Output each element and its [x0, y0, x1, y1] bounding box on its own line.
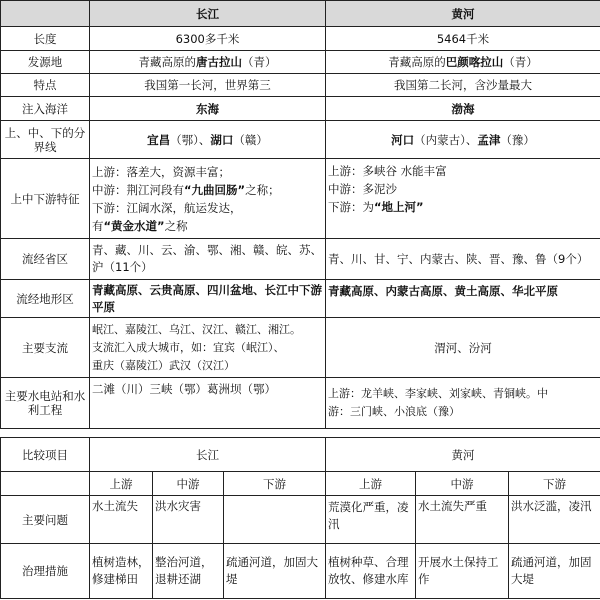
header-yellow-river: 黄河 [326, 1, 600, 27]
table-row [1, 318, 600, 378]
yangtze-features: 我国第一长河，世界第三 [90, 74, 326, 97]
yellow-river-tributaries: 渭河、汾河 [326, 318, 600, 378]
measure-cell: 整治河道，退耕还湖 [153, 544, 224, 599]
table-row [1, 51, 600, 74]
section-lower: 下游 [509, 472, 600, 496]
yellow-river-features: 我国第二长河，含沙量最大 [326, 74, 600, 97]
row-label-measures: 治理措施 [1, 544, 90, 599]
measure-cell: 植树种草、合理放牧、修建水库 [326, 544, 416, 599]
compare-section-blank [1, 472, 90, 496]
section-upper: 上游 [326, 472, 416, 496]
yangtze-tributaries: 岷江、嘉陵江、乌江、汉江、赣江、湘江。 支流汇入成大城市，如：宜宾（岷江）、 重庆（嘉陵江）武汉（汉江） [90, 318, 326, 378]
table-row [1, 496, 600, 544]
governance-comparison-table [0, 437, 600, 599]
table-row [1, 159, 600, 239]
problem-cell: 洪水泛滥，凌汛 [509, 496, 600, 544]
section-lower: 下游 [224, 472, 326, 496]
row-label-source: 发源地 [1, 51, 90, 74]
section-upper: 上游 [90, 472, 153, 496]
row-label-features: 特点 [1, 74, 90, 97]
compare-header-yellow-river: 黄河 [326, 438, 600, 472]
row-label-problems: 主要问题 [1, 496, 90, 544]
table-row [1, 74, 600, 97]
row-label-provinces: 流经省区 [1, 239, 90, 280]
measure-cell: 植树造林，修建梯田 [90, 544, 153, 599]
yangtze-provinces: 青、藏、川、云、渝、鄂、湘、赣、皖、苏、沪（11个） [90, 239, 326, 280]
compare-section-row [1, 472, 600, 496]
yellow-river-provinces: 青、川、甘、宁、内蒙古、陕、晋、豫、鲁（9个） [326, 239, 600, 280]
yangtze-length: 6300多千米 [90, 27, 326, 51]
yellow-river-length: 5464千米 [326, 27, 600, 51]
measure-cell: 疏通河道，加固大堤 [224, 544, 326, 599]
section-middle: 中游 [416, 472, 509, 496]
yellow-river-source: 青藏高原的巴颜喀拉山（青） [326, 51, 600, 74]
yangtze-landforms: 青藏高原、云贵高原、四川盆地、长江中下游平原 [90, 280, 326, 318]
measure-cell: 开展水土保持工作 [416, 544, 509, 599]
problem-cell [224, 496, 326, 544]
table-row [1, 239, 600, 280]
header-corner [1, 1, 90, 27]
table-row [1, 27, 600, 51]
table-row [1, 544, 600, 599]
yangtze-reach-features: 上游：落差大，资源丰富； 中游：荆江河段有“九曲回肠”之称； 下游：江阔水深，航运发达， 有“黄金水道”之称 [90, 159, 326, 239]
yangtze-ocean: 东海 [90, 97, 326, 121]
row-label-reach-features: 上中下游特征 [1, 159, 90, 239]
compare-item-label: 比较项目 [1, 438, 90, 472]
problem-cell: 水土流失 [90, 496, 153, 544]
problem-cell: 荒漠化严重，凌汛 [326, 496, 416, 544]
header-yangtze: 长江 [90, 1, 326, 27]
yellow-river-boundaries: 河口（内蒙古）、孟津（豫） [326, 121, 600, 159]
table-header-row [1, 1, 600, 27]
table-row [1, 378, 600, 429]
compare-header-yangtze: 长江 [90, 438, 326, 472]
yellow-river-reach-features: 上游：多峡谷 水能丰富 中游：多泥沙 下游：为“地上河” [326, 159, 600, 239]
table-row [1, 280, 600, 318]
problem-cell: 洪水灾害 [153, 496, 224, 544]
section-middle: 中游 [153, 472, 224, 496]
row-label-tributaries: 主要支流 [1, 318, 90, 378]
yellow-river-landforms: 青藏高原、内蒙古高原、黄土高原、华北平原 [326, 280, 600, 318]
row-label-ocean: 注入海洋 [1, 97, 90, 121]
row-label-hydropower: 主要水电站和水利工程 [1, 378, 90, 429]
problem-cell: 水土流失严重 [416, 496, 509, 544]
measure-cell: 疏通河道，加固大堤 [509, 544, 600, 599]
yangtze-boundaries: 宜昌（鄂）、湖口（赣） [90, 121, 326, 159]
yellow-river-ocean: 渤海 [326, 97, 600, 121]
table-row [1, 121, 600, 159]
row-label-landforms: 流经地形区 [1, 280, 90, 318]
row-label-boundaries: 上、中、下的分界线 [1, 121, 90, 159]
yellow-river-hydropower: 上游：龙羊峡、李家峡、刘家峡、青铜峡。中 游：三门峡、小浪底（豫） [326, 378, 600, 429]
compare-header-row [1, 438, 600, 472]
yangtze-hydropower: 二滩（川）三峡（鄂）葛洲坝（鄂） [90, 378, 326, 429]
yangtze-source: 青藏高原的唐古拉山（青） [90, 51, 326, 74]
row-label-length: 长度 [1, 27, 90, 51]
table-row [1, 97, 600, 121]
